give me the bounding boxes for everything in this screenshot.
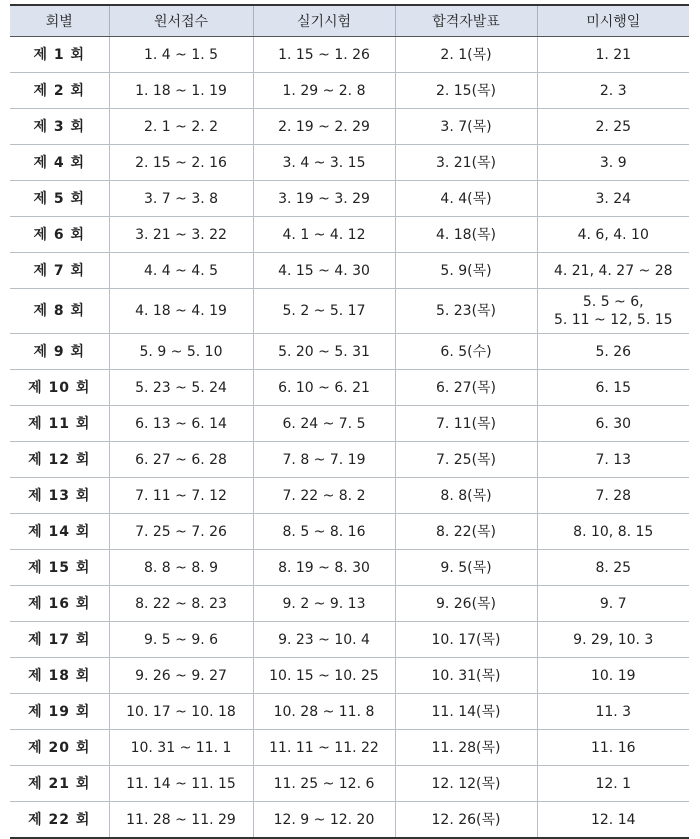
announcement-date-cell: 10. 17(목) (395, 622, 537, 658)
application-period-cell: 6. 13 ~ 6. 14 (109, 406, 253, 442)
unavailable-dates-cell: 12. 1 (537, 766, 689, 802)
unavailable-dates-cell: 1. 21 (537, 37, 689, 73)
announcement-date-cell: 6. 5(수) (395, 334, 537, 370)
unavailable-dates-cell: 4. 6, 4. 10 (537, 217, 689, 253)
announcement-date-cell: 10. 31(목) (395, 658, 537, 694)
header-exam: 실기시험 (253, 5, 395, 37)
application-period-cell: 11. 14 ~ 11. 15 (109, 766, 253, 802)
round-cell: 제 5 회 (10, 181, 109, 217)
round-cell: 제 21 회 (10, 766, 109, 802)
exam-period-cell: 5. 2 ~ 5. 17 (253, 289, 395, 334)
unavailable-dates-cell: 3. 9 (537, 145, 689, 181)
table-row (10, 217, 689, 253)
announcement-date-cell: 12. 12(목) (395, 766, 537, 802)
unavailable-dates-cell: 4. 21, 4. 27 ~ 28 (537, 253, 689, 289)
exam-period-cell: 10. 28 ~ 11. 8 (253, 694, 395, 730)
application-period-cell: 8. 8 ~ 8. 9 (109, 550, 253, 586)
application-period-cell: 6. 27 ~ 6. 28 (109, 442, 253, 478)
table-row (10, 694, 689, 730)
header-unavailable: 미시행일 (537, 5, 689, 37)
table-row (10, 622, 689, 658)
unavailable-dates-cell: 2. 25 (537, 109, 689, 145)
exam-period-cell: 9. 23 ~ 10. 4 (253, 622, 395, 658)
announcement-date-cell: 3. 21(목) (395, 145, 537, 181)
unavailable-dates-cell: 12. 14 (537, 802, 689, 839)
application-period-cell: 7. 25 ~ 7. 26 (109, 514, 253, 550)
application-period-cell: 11. 28 ~ 11. 29 (109, 802, 253, 839)
table-row (10, 766, 689, 802)
round-cell: 제 9 회 (10, 334, 109, 370)
table-row (10, 253, 689, 289)
announcement-date-cell: 8. 22(목) (395, 514, 537, 550)
round-cell: 제 8 회 (10, 289, 109, 334)
round-cell: 제 16 회 (10, 586, 109, 622)
application-period-cell: 1. 4 ~ 1. 5 (109, 37, 253, 73)
unavailable-dates-cell: 10. 19 (537, 658, 689, 694)
round-cell: 제 19 회 (10, 694, 109, 730)
unavailable-dates-cell: 6. 15 (537, 370, 689, 406)
round-cell: 제 20 회 (10, 730, 109, 766)
round-cell: 제 18 회 (10, 658, 109, 694)
table-row (10, 334, 689, 370)
round-cell: 제 12 회 (10, 442, 109, 478)
exam-period-cell: 10. 15 ~ 10. 25 (253, 658, 395, 694)
announcement-date-cell: 9. 26(목) (395, 586, 537, 622)
round-cell: 제 1 회 (10, 37, 109, 73)
exam-period-cell: 7. 8 ~ 7. 19 (253, 442, 395, 478)
round-cell: 제 17 회 (10, 622, 109, 658)
exam-period-cell: 1. 15 ~ 1. 26 (253, 37, 395, 73)
exam-period-cell: 5. 20 ~ 5. 31 (253, 334, 395, 370)
announcement-date-cell: 4. 18(목) (395, 217, 537, 253)
application-period-cell: 3. 21 ~ 3. 22 (109, 217, 253, 253)
announcement-date-cell: 9. 5(목) (395, 550, 537, 586)
application-period-cell: 4. 18 ~ 4. 19 (109, 289, 253, 334)
application-period-cell: 10. 17 ~ 10. 18 (109, 694, 253, 730)
table-row (10, 586, 689, 622)
announcement-date-cell: 5. 9(목) (395, 253, 537, 289)
application-period-cell: 2. 1 ~ 2. 2 (109, 109, 253, 145)
exam-period-cell: 11. 25 ~ 12. 6 (253, 766, 395, 802)
exam-period-cell: 3. 19 ~ 3. 29 (253, 181, 395, 217)
exam-period-cell: 7. 22 ~ 8. 2 (253, 478, 395, 514)
unavailable-dates-cell: 5. 26 (537, 334, 689, 370)
exam-period-cell: 4. 15 ~ 4. 30 (253, 253, 395, 289)
unavailable-dates-cell: 3. 24 (537, 181, 689, 217)
exam-period-cell: 8. 5 ~ 8. 16 (253, 514, 395, 550)
exam-period-cell: 6. 10 ~ 6. 21 (253, 370, 395, 406)
exam-period-cell: 6. 24 ~ 7. 5 (253, 406, 395, 442)
exam-period-cell: 3. 4 ~ 3. 15 (253, 145, 395, 181)
application-period-cell: 4. 4 ~ 4. 5 (109, 253, 253, 289)
table-row (10, 442, 689, 478)
header-announcement: 합격자발표 (395, 5, 537, 37)
round-cell: 제 3 회 (10, 109, 109, 145)
unavailable-dates-cell: 9. 7 (537, 586, 689, 622)
unavailable-dates-cell: 8. 25 (537, 550, 689, 586)
exam-period-cell: 12. 9 ~ 12. 20 (253, 802, 395, 839)
exam-period-cell: 9. 2 ~ 9. 13 (253, 586, 395, 622)
round-cell: 제 6 회 (10, 217, 109, 253)
announcement-date-cell: 7. 11(목) (395, 406, 537, 442)
announcement-date-cell: 6. 27(목) (395, 370, 537, 406)
unavailable-dates-cell: 2. 3 (537, 73, 689, 109)
announcement-date-cell: 3. 7(목) (395, 109, 537, 145)
exam-schedule-table (10, 4, 689, 839)
announcement-date-cell: 12. 26(목) (395, 802, 537, 839)
exam-period-cell: 4. 1 ~ 4. 12 (253, 217, 395, 253)
header-row (10, 5, 689, 37)
unavailable-dates-cell: 11. 16 (537, 730, 689, 766)
announcement-date-cell: 4. 4(목) (395, 181, 537, 217)
application-period-cell: 8. 22 ~ 8. 23 (109, 586, 253, 622)
application-period-cell: 9. 5 ~ 9. 6 (109, 622, 253, 658)
exam-period-cell: 1. 29 ~ 2. 8 (253, 73, 395, 109)
unavailable-dates-cell: 5. 5 ~ 6, 5. 11 ~ 12, 5. 15 (537, 289, 689, 334)
exam-period-cell: 8. 19 ~ 8. 30 (253, 550, 395, 586)
table-row (10, 658, 689, 694)
announcement-date-cell: 2. 15(목) (395, 73, 537, 109)
table-row (10, 478, 689, 514)
announcement-date-cell: 2. 1(목) (395, 37, 537, 73)
application-period-cell: 5. 9 ~ 5. 10 (109, 334, 253, 370)
application-period-cell: 3. 7 ~ 3. 8 (109, 181, 253, 217)
round-cell: 제 7 회 (10, 253, 109, 289)
round-cell: 제 15 회 (10, 550, 109, 586)
schedule-table-container (10, 4, 689, 839)
unavailable-dates-cell: 8. 10, 8. 15 (537, 514, 689, 550)
application-period-cell: 1. 18 ~ 1. 19 (109, 73, 253, 109)
announcement-date-cell: 11. 14(목) (395, 694, 537, 730)
table-row (10, 289, 689, 334)
round-cell: 제 22 회 (10, 802, 109, 839)
announcement-date-cell: 7. 25(목) (395, 442, 537, 478)
table-row (10, 370, 689, 406)
unavailable-dates-cell: 7. 13 (537, 442, 689, 478)
header-application: 원서접수 (109, 5, 253, 37)
table-row (10, 145, 689, 181)
exam-period-cell: 2. 19 ~ 2. 29 (253, 109, 395, 145)
table-row (10, 181, 689, 217)
application-period-cell: 2. 15 ~ 2. 16 (109, 145, 253, 181)
round-cell: 제 13 회 (10, 478, 109, 514)
application-period-cell: 7. 11 ~ 7. 12 (109, 478, 253, 514)
table-row (10, 406, 689, 442)
table-row (10, 109, 689, 145)
announcement-date-cell: 11. 28(목) (395, 730, 537, 766)
unavailable-dates-cell: 9. 29, 10. 3 (537, 622, 689, 658)
application-period-cell: 9. 26 ~ 9. 27 (109, 658, 253, 694)
exam-period-cell: 11. 11 ~ 11. 22 (253, 730, 395, 766)
unavailable-dates-cell: 6. 30 (537, 406, 689, 442)
announcement-date-cell: 5. 23(목) (395, 289, 537, 334)
round-cell: 제 4 회 (10, 145, 109, 181)
table-row (10, 730, 689, 766)
application-period-cell: 10. 31 ~ 11. 1 (109, 730, 253, 766)
round-cell: 제 14 회 (10, 514, 109, 550)
table-row (10, 37, 689, 73)
round-cell: 제 2 회 (10, 73, 109, 109)
table-row (10, 73, 689, 109)
header-round: 회별 (10, 5, 109, 37)
application-period-cell: 5. 23 ~ 5. 24 (109, 370, 253, 406)
round-cell: 제 10 회 (10, 370, 109, 406)
table-body (10, 37, 689, 839)
table-row (10, 802, 689, 839)
announcement-date-cell: 8. 8(목) (395, 478, 537, 514)
unavailable-dates-cell: 7. 28 (537, 478, 689, 514)
table-row (10, 550, 689, 586)
round-cell: 제 11 회 (10, 406, 109, 442)
table-row (10, 514, 689, 550)
unavailable-dates-cell: 11. 3 (537, 694, 689, 730)
